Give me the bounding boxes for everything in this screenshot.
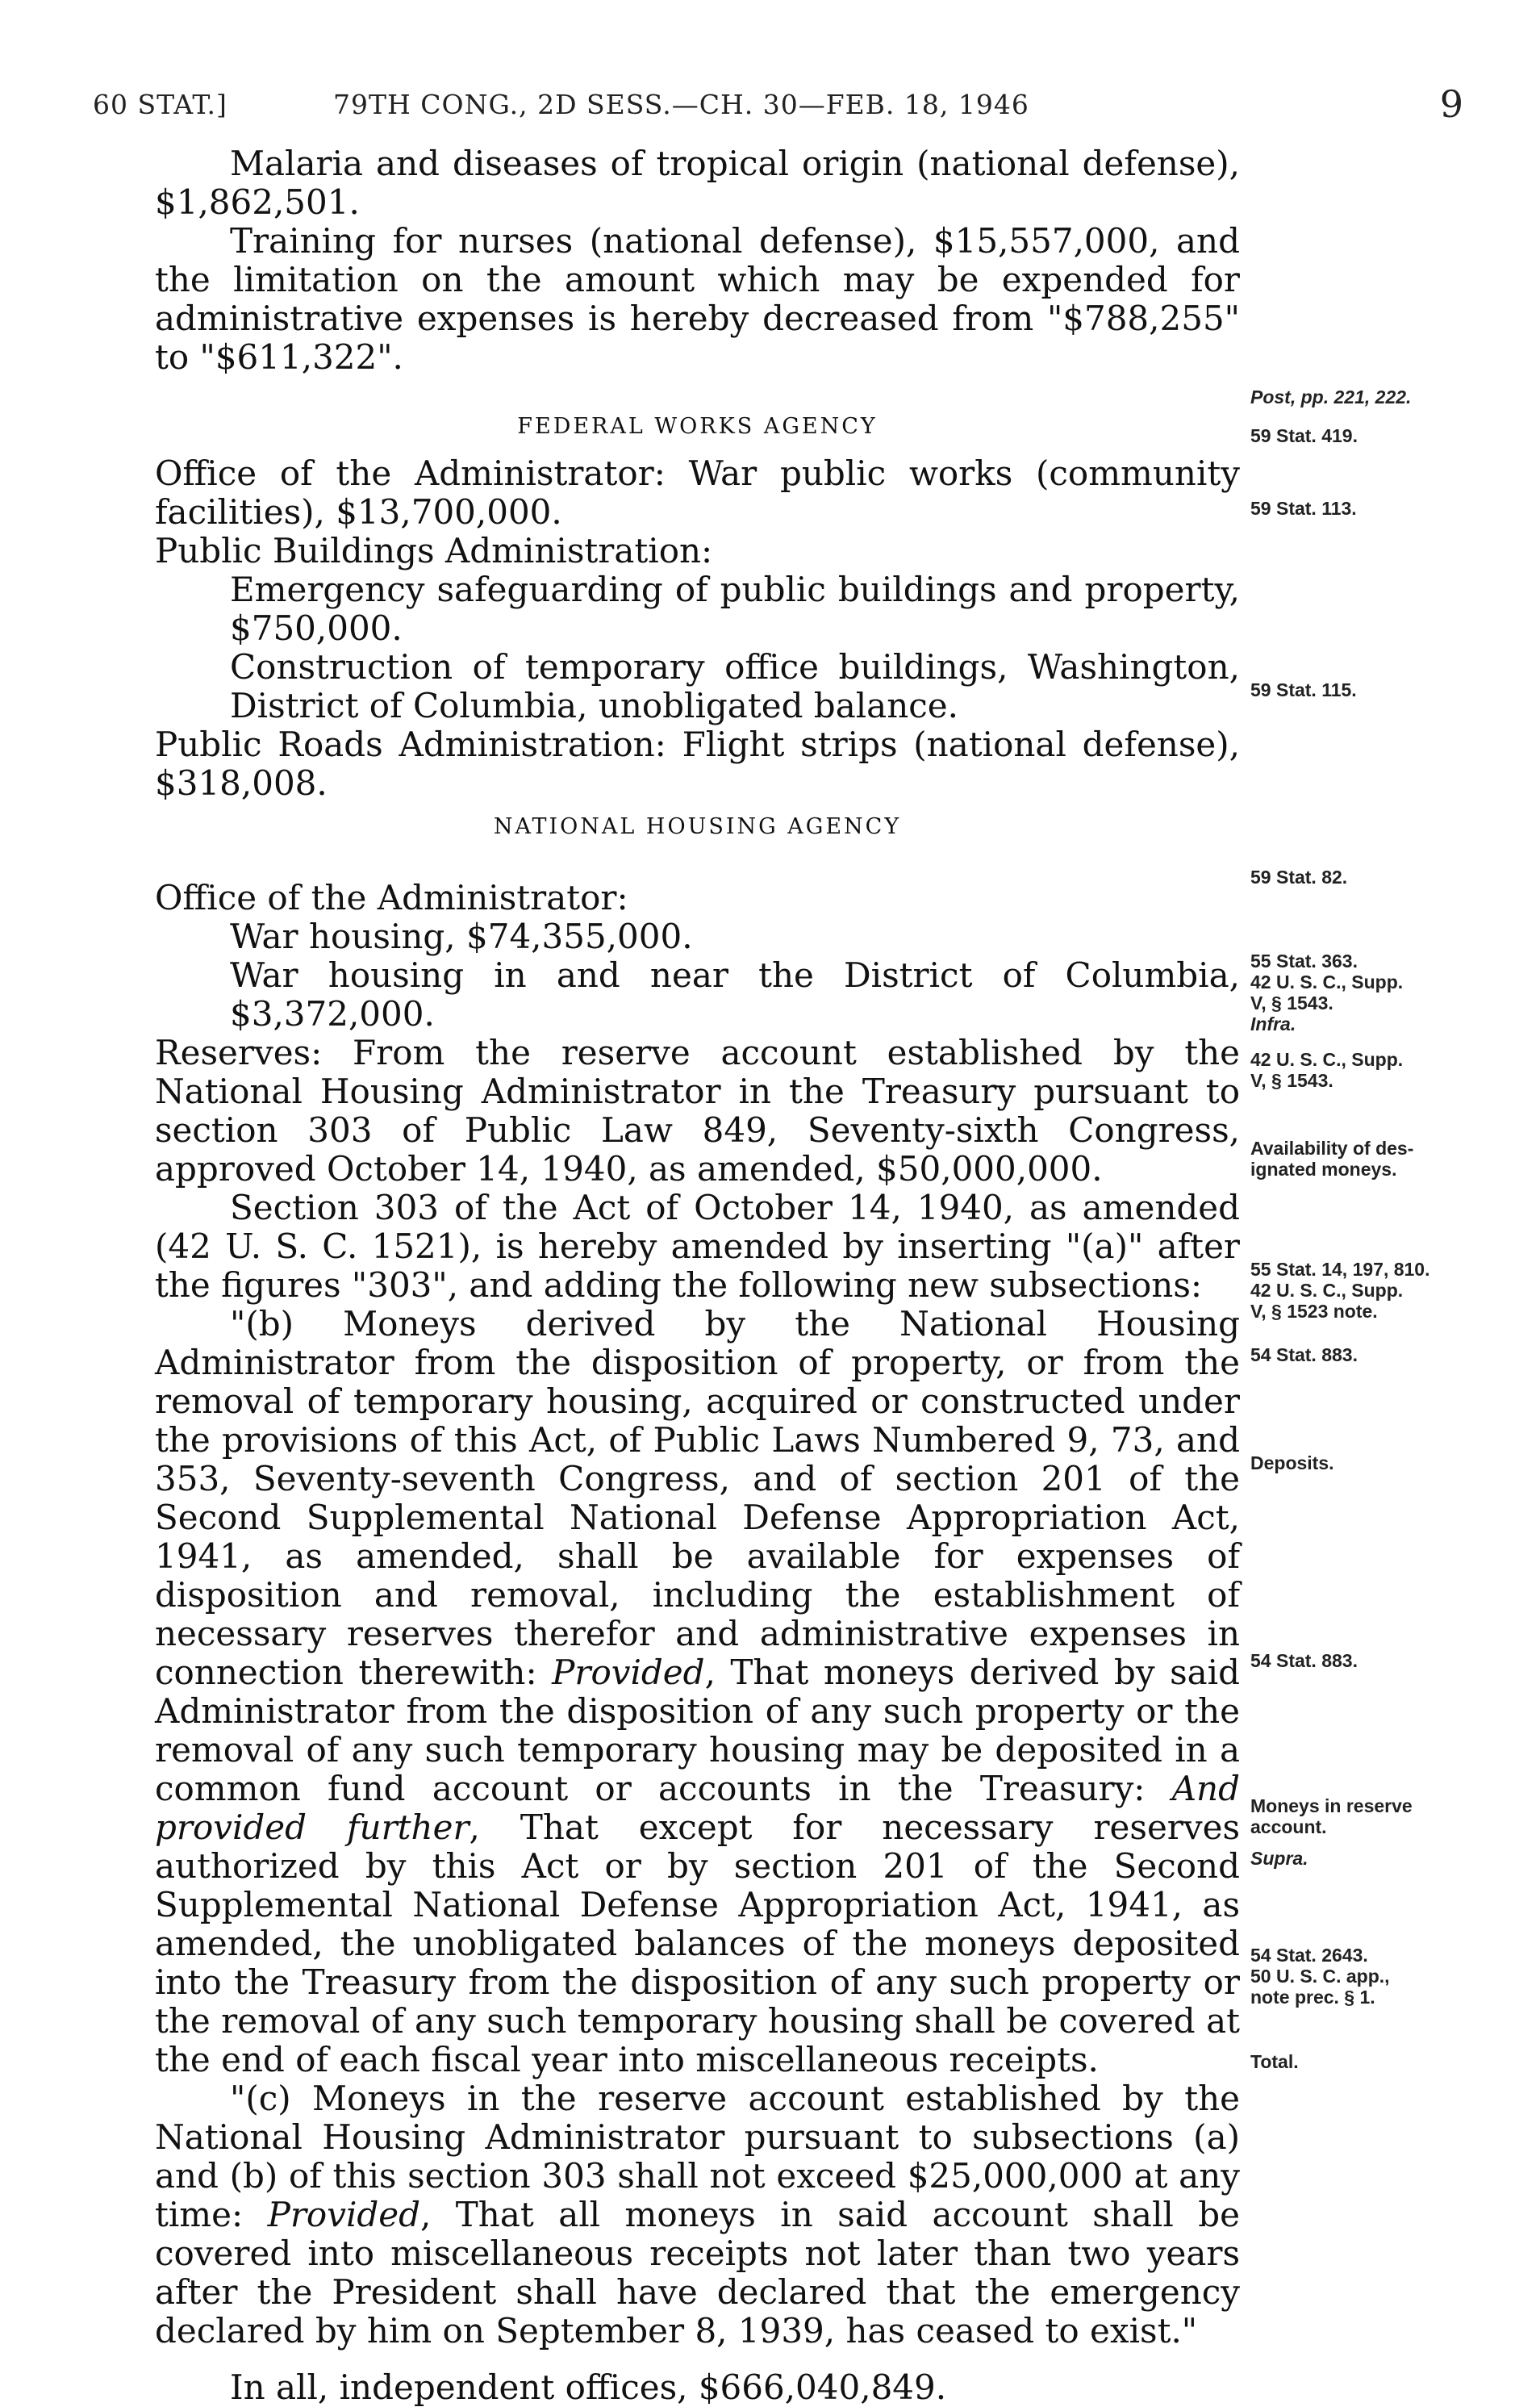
para-total: In all, independent offices, $666,040,849. <box>230 2367 947 2407</box>
margin-note-post: Post, pp. 221, 222. <box>1250 387 1412 407</box>
header-citation: 79TH CONG., 2D SESS.—CH. 30—FEB. 18, 1946 <box>333 89 1029 120</box>
header-volume: 60 STAT.] <box>93 89 227 120</box>
para-malaria: Malaria and diseases of tropical origin (national defense), $1,862,501. <box>155 144 1240 222</box>
heading-national-housing-agency: NATIONAL HOUSING AGENCY <box>493 814 902 839</box>
margin-note-moneys-in-reserve: Moneys in reserve account. <box>1250 1795 1413 1837</box>
margin-note-54-stat-2643: 54 Stat. 2643. 50 U. S. C. app., note prec. § 1. <box>1250 1945 1390 2008</box>
para-subsection-c: "(c) Moneys in the reserve account established by the National Housing Administrator pursuant to subsections (a) and (b) of this section 303 shall not exceed $25,000,000 at any time: Provided, That all moneys in said account shall be covered into miscellaneous receipts not later than two years after the President shall have declared that the emergency declared by him on September 8, 1939, has ceased to exist." <box>155 2079 1240 2351</box>
margin-note-59-stat-115: 59 Stat. 115. <box>1250 679 1357 700</box>
margin-note-55-stat-363: 55 Stat. 363. 42 U. S. C., Supp. V, § 1543. Infra. <box>1250 951 1404 1034</box>
margin-note-54-stat-883-b: 54 Stat. 883. <box>1250 1650 1358 1671</box>
para-nurses: Training for nurses (national defense), $15,557,000, and the limitation on the amount which may be expended for administrative expenses is hereby decreased from "$788,255" to "$611,322". <box>155 221 1240 377</box>
margin-note-59-stat-113: 59 Stat. 113. <box>1250 498 1357 519</box>
para-pba-emergency: Emergency safeguarding of public buildings and property, $750,000. <box>230 570 1240 648</box>
margin-note-total: Total. <box>1250 2051 1299 2072</box>
para-fwa-admin: Office of the Administrator: War public works (community facilities), $13,700,000. <box>155 453 1240 532</box>
statute-body <box>155 144 1240 2407</box>
margin-note-55-stat-14: 55 Stat. 14, 197, 810. 42 U. S. C., Supp. V, § 1523 note. <box>1250 1259 1430 1322</box>
margin-note-59-stat-82: 59 Stat. 82. <box>1250 867 1348 888</box>
margin-note-availability: Availability of des- ignated moneys. <box>1250 1138 1414 1180</box>
para-pba-construction: Construction of temporary office buildings, Washington, District of Columbia, unobligated balance. <box>230 647 1240 725</box>
para-pba: Public Buildings Administration: <box>155 531 713 570</box>
para-war-housing: War housing, $74,355,000. <box>230 917 693 956</box>
para-war-housing-dc: War housing in and near the District of Columbia, $3,372,000. <box>230 955 1240 1034</box>
margin-note-54-stat-883-a: 54 Stat. 883. <box>1250 1344 1358 1365</box>
margin-note-59-stat-419: 59 Stat. 419. <box>1250 425 1358 446</box>
para-pra: Public Roads Administration: Flight strips (national defense), $318,008. <box>155 725 1240 803</box>
para-subsection-b: "(b) Moneys derived by the National Housing Administrator from the disposition of property, or from the removal of temporary housing, acquired or constructed under the provisions of this Act, of Public Laws Numbered 9, 73, and 353, Seventy-seventh Congress, and of section 201 of the Second Supplemental National Defense Appropriation Act, 1941, as amended, shall be available for expenses of disposition and removal, including the establishment of necessary reserves therefor and administrative expenses in connection therewith: Provided, That moneys derived by said Administrator from the disposition of any such property or the removal of any such temporary housing may be deposited in a common fund account or accounts in the Treasury: And provided further, That except for necessary reserves authorized by this Act or by section 201 of the Second Supplemental National Defense Appropriation Act, 1941, as amended, the unobligated balances of the moneys deposited into the Treasury from the disposition of any such property or the removal of any such temporary housing shall be covered at the end of each fiscal year into miscellaneous receipts. <box>155 1304 1241 2079</box>
margin-note-supra: Supra. <box>1250 1848 1308 1869</box>
heading-federal-works-agency: FEDERAL WORKS AGENCY <box>517 414 878 439</box>
para-section-303: Section 303 of the Act of October 14, 1940, as amended (42 U. S. C. 1521), is hereby amended by inserting "(a)" after the figures "303", and adding the following new subsections: <box>155 1188 1240 1305</box>
margin-note-deposits: Deposits. <box>1250 1452 1334 1473</box>
page-number: 9 <box>1439 82 1464 126</box>
para-reserves: Reserves: From the reserve account established by the National Housing Administrator in the Treasury pursuant to section 303 of Public Law 849, Seventy-sixth Congress, approved October 14, 1940, as amended, $50,000,000. <box>155 1033 1240 1189</box>
running-header <box>93 82 1464 137</box>
margin-note-42-usc-1543: 42 U. S. C., Supp. V, § 1543. <box>1250 1049 1404 1091</box>
para-nha-admin: Office of the Administrator: <box>155 878 628 917</box>
